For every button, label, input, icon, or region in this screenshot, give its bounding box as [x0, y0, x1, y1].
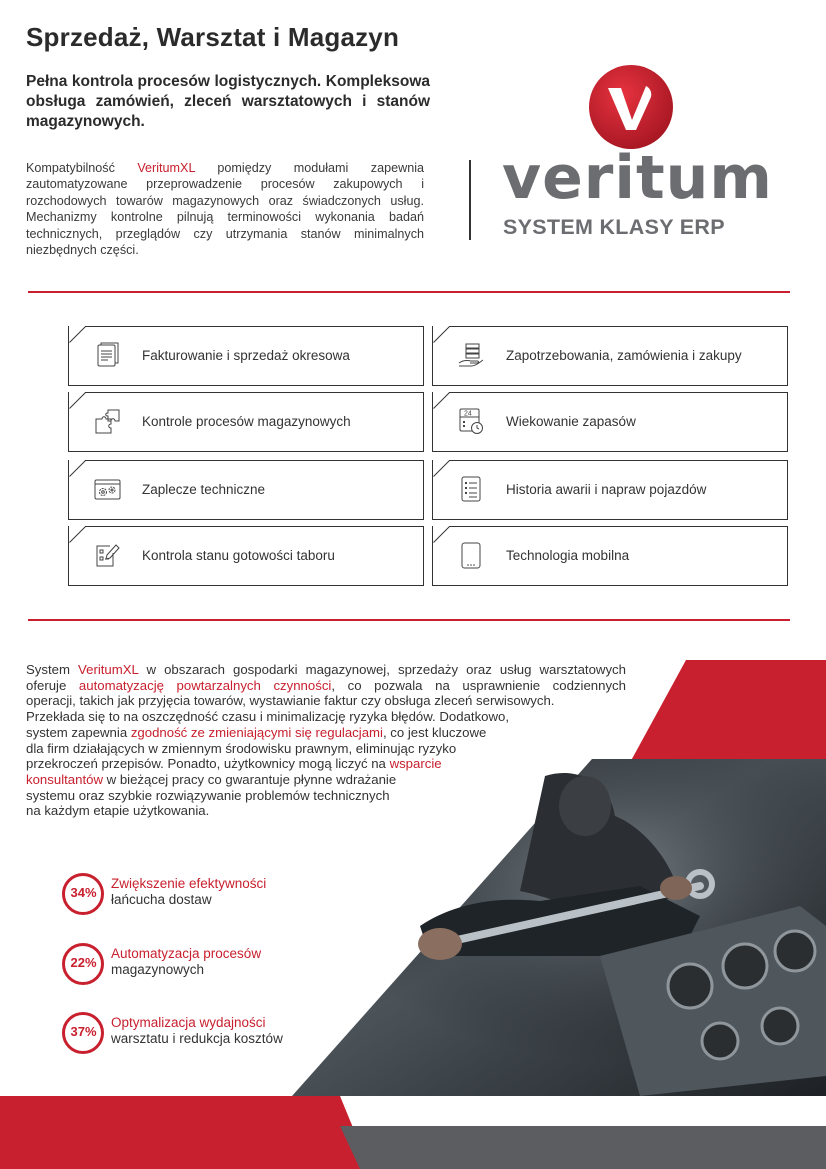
page-title: Sprzedaż, Warsztat i Magazyn: [26, 22, 400, 52]
veritum-logo-mark-icon: [588, 64, 674, 150]
intro-text-before: Kompatybilność: [26, 161, 138, 175]
feature-card-warehouse-control: [68, 392, 424, 452]
body-text: oferuje: [26, 677, 79, 693]
stat-title: Optymalizacja wydajności: [111, 1015, 266, 1030]
card-corner-cut: [69, 326, 86, 343]
stat-title: Automatyzacja procesów: [111, 946, 262, 961]
tablet-icon: [457, 541, 485, 569]
body-line-4: Przekłada się to na oszczędność czasu i minimalizację ryzyka błędów. Dodatkowo,: [26, 709, 510, 725]
feature-card-fleet-readiness: [68, 526, 424, 586]
body-highlight: konsultantów: [26, 771, 103, 787]
body-brand: VeritumXL: [78, 662, 139, 677]
feature-label: Fakturowanie i sprzedaż okresowa: [142, 348, 350, 363]
card-top-edge: [449, 460, 788, 461]
logo-tagline: SYSTEM KLASY ERP: [503, 215, 725, 239]
puzzle-icon: [93, 407, 121, 435]
stat-supply-chain: [62, 873, 362, 917]
body-line-5: [26, 725, 626, 741]
card-top-edge: [449, 526, 788, 527]
card-top-edge: [85, 526, 424, 527]
stat-value: 34%: [70, 885, 97, 900]
hand-stack-icon: [457, 341, 485, 369]
body-line-1: [26, 662, 626, 678]
checklist-icon: [457, 475, 485, 503]
intro-text-after: pomiędzy modułami zapewnia zautomatyzowane przeprowadzenie procesów zakupowych i rozchodowych towarów magazynowych oraz świadczonych usług. Mechanizmy kontrolne pilnują terminowości wykonania badań technicznych, przeglądów czy utrzymania stanów minimalnych niezbędnych części.: [26, 161, 424, 258]
body-paragraph: [26, 662, 626, 819]
body-text: , co pozwala na usprawnienie codziennych: [331, 677, 626, 693]
body-line-2: [26, 678, 626, 694]
card-top-edge: [85, 392, 424, 393]
body-text: system zapewnia: [26, 724, 131, 740]
stat-workshop-efficiency: [62, 1012, 362, 1056]
body-line-9: systemu oraz szybkie rozwiązywanie problemów technicznych: [26, 787, 390, 803]
card-corner-cut: [433, 392, 450, 409]
body-highlight: zgodność ze zmieniającymi się regulacjami: [130, 724, 383, 740]
body-line-10: na każdym etapie użytkowania.: [26, 803, 210, 819]
calendar-badge: 24: [464, 410, 472, 418]
body-text: w obszarach gospodarki magazynowej, sprzedaży oraz usług warsztatowych: [138, 662, 626, 677]
feature-label: Technologia mobilna: [506, 548, 630, 563]
stat-warehouse-automation: [62, 943, 362, 987]
card-corner-cut: [433, 526, 450, 543]
card-top-edge: [449, 392, 788, 393]
feature-card-purchasing: [432, 326, 788, 386]
feature-label: Kontrole procesów magazynowych: [142, 414, 351, 429]
card-corner-cut: [433, 326, 450, 343]
body-highlight: wsparcie: [389, 756, 442, 772]
card-corner-cut: [69, 460, 86, 477]
body-text: System: [26, 662, 79, 677]
feature-card-mobile: [432, 526, 788, 586]
card-corner-cut: [433, 460, 450, 477]
body-line-6: dla firm działających w zmiennym środowisku prawnym, eliminując ryzyko: [26, 740, 457, 756]
gears-icon: [93, 475, 121, 503]
checklist-pencil-icon: [93, 541, 121, 569]
calendar-clock-icon: [457, 407, 485, 435]
section-rule-top: [28, 291, 790, 293]
body-line-8: [26, 772, 626, 788]
logo-divider: [469, 160, 471, 240]
feature-label: Historia awarii i napraw pojazdów: [506, 482, 707, 497]
stat-caption: łańcucha dostaw: [111, 892, 212, 907]
intro-brand: VeritumXL: [137, 161, 195, 175]
feature-label: Zapotrzebowania, zamówienia i zakupy: [506, 348, 742, 363]
card-top-edge: [449, 326, 788, 327]
logo-wordmark: veritum: [502, 143, 773, 213]
card-corner-cut: [69, 526, 86, 543]
intro-paragraph: [26, 160, 424, 258]
body-text: przekroczeń przepisów. Ponadto, użytkownicy mogą liczyć na: [26, 756, 390, 772]
card-top-edge: [85, 460, 424, 461]
section-rule-bottom: [28, 619, 790, 621]
body-line-3: operacji, takich jak przyjęcia towarów, wystawianie faktur czy obsługa zleceń serwisowych.: [26, 693, 555, 709]
stat-caption: magazynowych: [111, 962, 205, 977]
feature-card-stock-aging: [432, 392, 788, 452]
page-subtitle: Pełna kontrola procesów logistycznych. Kompleksowa obsługa zamówień, zleceń warsztatowych i stanów magazynowych.: [26, 73, 430, 130]
feature-label: Zaplecze techniczne: [142, 482, 266, 497]
feature-card-repair-history: [432, 460, 788, 520]
card-corner-cut: [69, 392, 86, 409]
stat-caption: warsztatu i redukcja kosztów: [111, 1031, 283, 1046]
feature-card-invoicing: [68, 326, 424, 386]
body-text: , co jest kluczowe: [382, 724, 487, 740]
card-top-edge: [85, 326, 424, 327]
stat-value: 37%: [70, 1024, 97, 1039]
feature-label: Wiekowanie zapasów: [506, 414, 636, 429]
body-highlight: automatyzację powtarzalnych czynności: [78, 677, 332, 693]
feature-label: Kontrola stanu gotowości taboru: [142, 548, 335, 563]
stat-value: 22%: [70, 955, 97, 970]
body-text: w bieżącej pracy co gwarantuje płynne wdrażanie: [102, 771, 397, 787]
invoice-document-icon: [93, 341, 121, 369]
stat-title: Zwiększenie efektywności: [111, 876, 267, 891]
feature-card-technical-base: [68, 460, 424, 520]
body-line-7: [26, 756, 626, 772]
